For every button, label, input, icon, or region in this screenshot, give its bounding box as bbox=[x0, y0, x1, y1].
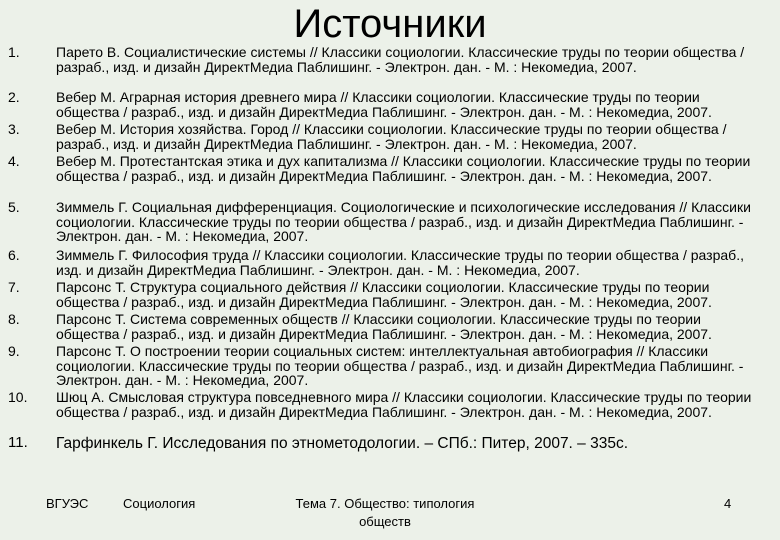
reference-number: 1. bbox=[8, 44, 20, 60]
reference-number: 8. bbox=[8, 311, 20, 327]
reference-text: Парето В. Социалистические системы // Классики социологии. Классические труды по теории общества / разраб., изд. и дизайн ДиректМедиа Паблишинг. - Электрон. дан. - М. : Некомедиа, 2007. bbox=[56, 44, 745, 75]
reference-item bbox=[0, 200, 780, 248]
reference-text: Вебер М. Аграрная история древнего мира // Классики социологии. Классические труды по теории общества / разраб., изд. и дизайн ДиректМедиа Паблишинг. - Электрон. дан. - М. : Некомедиа, 2007. bbox=[56, 89, 712, 120]
reference-item bbox=[0, 122, 780, 154]
reference-text: Парсонс Т. О построении теории социальных систем: интеллектуальная автобиография // Классики социологии. Классические труды по теории общества / разраб., изд. и дизайн ДиректМедиа Паблишинг. - Электрон. дан. - М. : Некомедиа, 2007. bbox=[56, 343, 744, 389]
reference-number: 7. bbox=[8, 279, 20, 295]
reference-item bbox=[0, 90, 780, 122]
page-title: Источники bbox=[293, 2, 487, 46]
reference-text: Вебер М. История хозяйства. Город // Классики социологии. Классические труды по теории общества / разраб., изд. и дизайн ДиректМедиа Паблишинг. - Электрон. дан. - М. : Некомедиа, 2007. bbox=[56, 121, 727, 152]
reference-text: Шюц А. Смысловая структура повседневного мира // Классики социологии. Классические труды по теории общества / разраб., изд. и дизайн ДиректМедиа Паблишинг. - Электрон. дан. - М. : Некомедиа, 2007. bbox=[56, 389, 752, 420]
reference-item bbox=[0, 312, 780, 344]
reference-item bbox=[0, 45, 780, 90]
reference-text: Зиммель Г. Социальная дифференциация. Социологические и психологические исследования // Классики социологии. Классические труды по теории общества / разраб., изд. и дизайн ДиректМедиа Паблишинг. - Электрон. дан. - М. : Некомедиа, 2007. bbox=[56, 199, 751, 245]
footer-topic: Тема 7. Общество: типология обществ bbox=[295, 496, 475, 529]
reference-text: Вебер М. Протестантская этика и дух капитализма // Классики социологии. Классические труды по теории общества / разраб., изд. и дизайн ДиректМедиа Паблишинг. - Электрон. дан. - М. : Некомедиа, 2007. bbox=[56, 153, 751, 184]
footer-course: Социология bbox=[123, 496, 196, 511]
reference-number: 10. bbox=[8, 389, 28, 405]
reference-item bbox=[0, 436, 780, 456]
reference-item bbox=[0, 154, 780, 200]
reference-item bbox=[0, 344, 780, 390]
footer-organization: ВГУЭС bbox=[46, 496, 89, 511]
reference-text: Парсонс Т. Структура социального действия // Классики социологии. Классические труды по теории общества / разраб., изд. и дизайн ДиректМедиа Паблишинг. - Электрон. дан. - М. : Некомедиа, 2007. bbox=[56, 279, 712, 310]
reference-number: 11. bbox=[8, 434, 28, 451]
reference-item bbox=[0, 390, 780, 436]
reference-number: 5. bbox=[8, 199, 20, 215]
page-number: 4 bbox=[724, 496, 732, 511]
reference-item bbox=[0, 248, 780, 280]
reference-number: 3. bbox=[8, 121, 20, 137]
reference-number: 6. bbox=[8, 247, 20, 263]
reference-number: 9. bbox=[8, 343, 20, 359]
reference-text: Гарфинкель Г. Исследования по этнометодологии. – СПб.: Питер, 2007. – 335с. bbox=[56, 435, 629, 452]
reference-text: Зиммель Г. Философия труда // Классики социологии. Классические труды по теории общества / разраб., изд. и дизайн ДиректМедиа Паблишинг. - Электрон. дан. - М. : Некомедиа, 2007. bbox=[56, 247, 744, 278]
reference-list bbox=[0, 45, 780, 456]
reference-number: 4. bbox=[8, 153, 20, 169]
reference-number: 2. bbox=[8, 89, 20, 105]
reference-item bbox=[0, 280, 780, 312]
reference-text: Парсонс Т. Система современных обществ // Классики социологии. Классические труды по теории общества / разраб., изд. и дизайн ДиректМедиа Паблишинг. - Электрон. дан. - М. : Некомедиа, 2007. bbox=[56, 311, 712, 342]
